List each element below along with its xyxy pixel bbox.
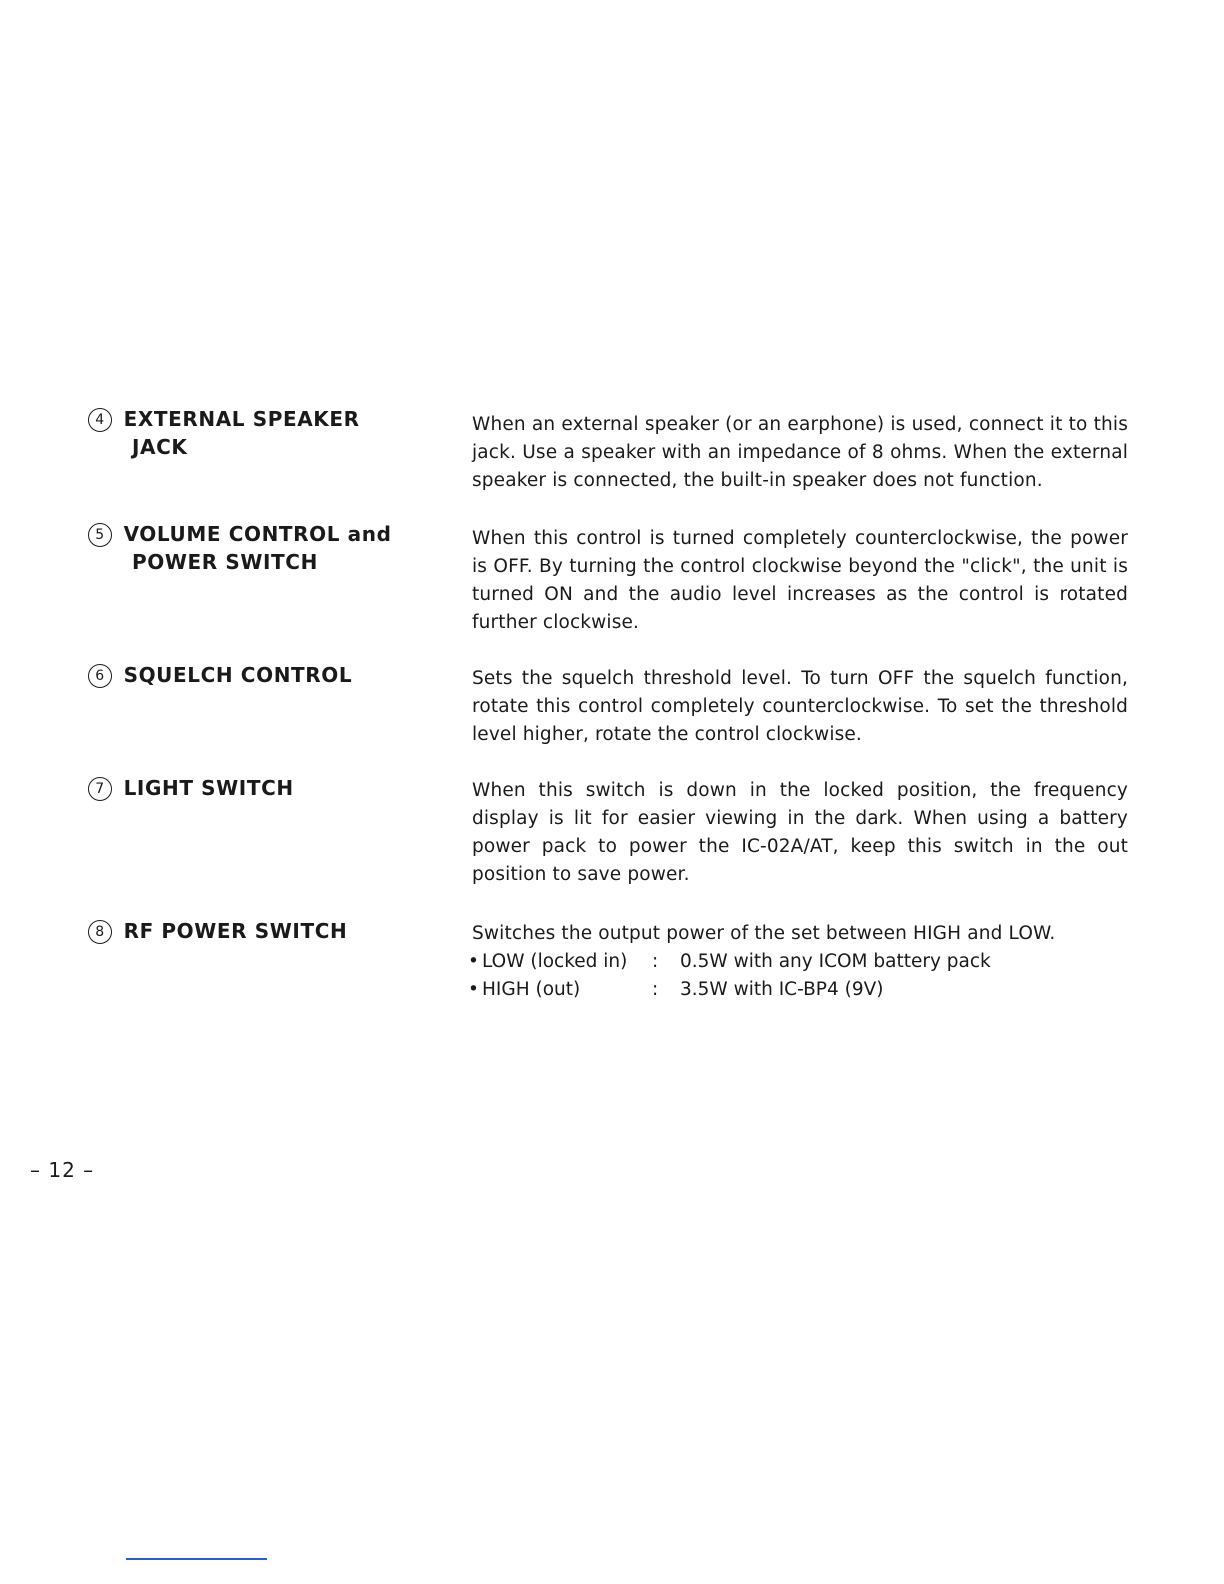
heading-line-1: RF POWER SWITCH <box>123 919 348 943</box>
spec-value: 0.5W with any ICOM battery pack <box>680 951 991 972</box>
heading-line-2: JACK <box>132 435 188 459</box>
circled-number-8: 8 <box>88 920 112 944</box>
spec-row-low <box>468 948 991 976</box>
heading-line-1: EXTERNAL SPEAKER <box>123 407 360 431</box>
heading-line-1: VOLUME CONTROL and <box>123 522 392 546</box>
section-heading <box>88 774 428 802</box>
circled-number-5: 5 <box>88 523 112 547</box>
heading-line-1: SQUELCH CONTROL <box>123 663 353 687</box>
spec-separator: : <box>652 951 659 972</box>
footer-rule <box>126 1558 267 1560</box>
spec-mode: HIGH (out) <box>482 979 581 1000</box>
page-number: – 12 – <box>30 1158 95 1182</box>
section-heading <box>88 661 428 689</box>
circled-number-4: 4 <box>88 408 112 432</box>
heading-line-1: LIGHT SWITCH <box>123 776 294 800</box>
section-description: When an external speaker (or an earphone) is used, connect it to this jack. Use a speaker with an impedance of 8 ohms. When the external speaker is connected, the built-in speaker does not function. <box>472 414 1128 491</box>
spec-value: 3.5W with IC-BP4 (9V) <box>680 979 884 1000</box>
spec-separator: : <box>652 979 659 1000</box>
circled-number-7: 7 <box>88 777 112 801</box>
power-spec-table <box>468 948 991 1004</box>
circled-number-6: 6 <box>88 664 112 688</box>
heading-line-2: POWER SWITCH <box>132 550 318 574</box>
section-description: When this switch is down in the locked position, the frequency display is lit for easier viewing in the dark. When using a battery power pack to power the IC-02A/AT, keep this switch in the out position to save power. <box>472 780 1128 885</box>
section-heading <box>88 520 428 576</box>
section-description: Switches the output power of the set between HIGH and LOW. <box>472 923 1056 944</box>
spec-mode: LOW (locked in) <box>482 951 628 972</box>
section-description: Sets the squelch threshold level. To turn OFF the squelch function, rotate this control completely counterclockwise. To set the threshold level higher, rotate the control clockwise. <box>472 668 1128 745</box>
section-heading <box>88 917 428 945</box>
bullet: • <box>468 951 479 972</box>
bullet: • <box>468 979 479 1000</box>
section-description: When this control is turned completely counterclockwise, the power is OFF. By turning the control clockwise beyond the "click", the unit is turned ON and the audio level increases as the control is rotated further clockwise. <box>472 528 1128 633</box>
section-heading <box>88 405 428 461</box>
spec-row-high <box>468 976 991 1004</box>
